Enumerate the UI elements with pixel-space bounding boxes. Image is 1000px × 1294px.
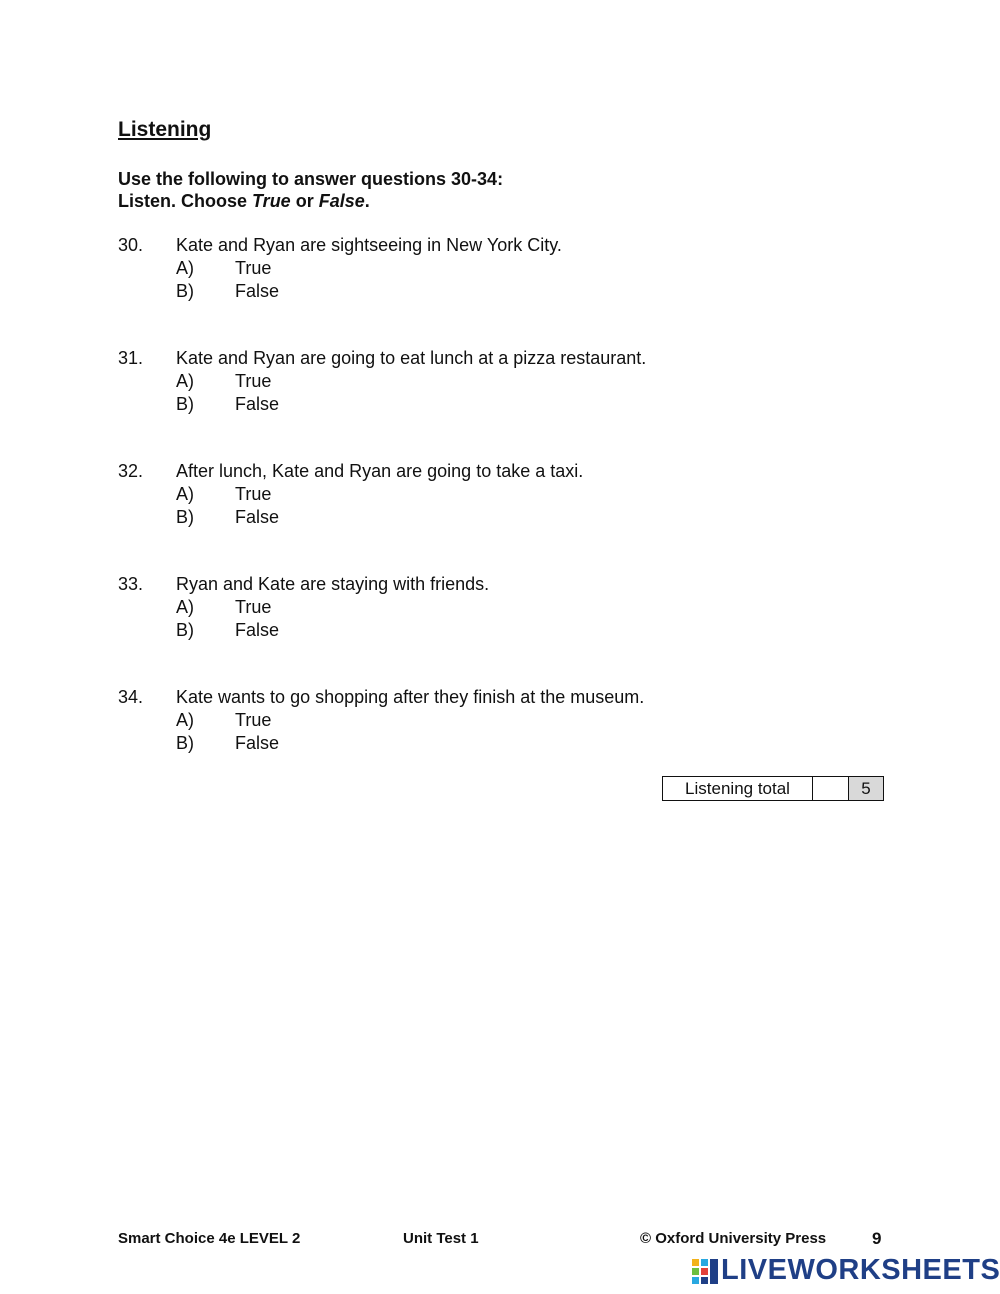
- option-letter: B): [176, 733, 194, 753]
- listening-total-box: [662, 776, 884, 801]
- option-letter: A): [176, 258, 194, 278]
- option-b[interactable]: [118, 506, 878, 529]
- option-letter: A): [176, 484, 194, 504]
- option-text: False: [235, 394, 280, 414]
- instruction-true: True: [252, 191, 291, 211]
- option-letter: A): [176, 371, 194, 391]
- instruction-line-2: [118, 190, 503, 212]
- option-a[interactable]: [118, 709, 878, 732]
- option-text: True: [235, 258, 272, 278]
- question-number: 32.: [118, 461, 144, 481]
- option-letter: B): [176, 281, 194, 301]
- option-text: False: [235, 620, 280, 640]
- option-a[interactable]: [118, 257, 878, 280]
- instruction-prefix: Listen. Choose: [118, 191, 253, 211]
- option-text: False: [235, 507, 280, 527]
- question-text: Kate and Ryan are going to eat lunch at a pizza restaurant.: [176, 348, 647, 368]
- option-letter: B): [176, 620, 194, 640]
- option-a[interactable]: [118, 483, 878, 506]
- section-title: Listening: [118, 118, 212, 141]
- instruction-end: .: [364, 191, 370, 211]
- question-number: 34.: [118, 687, 144, 707]
- brand-name: LIVEWORKSHEETS: [721, 1254, 1000, 1286]
- option-letter: B): [176, 507, 194, 527]
- option-letter: A): [176, 597, 194, 617]
- footer-unit: Unit Test 1: [403, 1230, 479, 1247]
- option-b[interactable]: [118, 619, 878, 642]
- total-max-score: 5: [849, 777, 883, 800]
- question-34: [118, 686, 878, 755]
- question-30: [118, 234, 878, 303]
- option-letter: A): [176, 710, 194, 730]
- option-text: False: [235, 733, 280, 753]
- option-a[interactable]: [118, 596, 878, 619]
- question-number: 31.: [118, 348, 144, 368]
- option-text: False: [235, 281, 280, 301]
- question-number: 30.: [118, 235, 144, 255]
- footer-book-title: Smart Choice 4e LEVEL 2: [118, 1230, 301, 1247]
- liveworksheets-brand: [691, 1254, 1000, 1287]
- footer-copyright: © Oxford University Press: [640, 1230, 827, 1247]
- question-text: Ryan and Kate are staying with friends.: [176, 574, 490, 594]
- page-number: 9: [872, 1229, 882, 1248]
- total-label: Listening total: [663, 777, 813, 800]
- option-text: True: [235, 484, 272, 504]
- question-number: 33.: [118, 574, 144, 594]
- option-b[interactable]: [118, 393, 878, 416]
- instruction-or: or: [290, 191, 319, 211]
- question-text: After lunch, Kate and Ryan are going to take a taxi.: [176, 461, 584, 481]
- total-score-input[interactable]: [813, 777, 849, 800]
- option-text: True: [235, 710, 272, 730]
- option-text: True: [235, 597, 272, 617]
- instruction-false: False: [318, 191, 365, 211]
- option-b[interactable]: [118, 280, 878, 303]
- option-letter: B): [176, 394, 194, 414]
- instructions: [118, 168, 503, 212]
- option-a[interactable]: [118, 370, 878, 393]
- question-32: [118, 460, 878, 529]
- liveworksheets-logo-icon: [691, 1257, 719, 1285]
- instruction-line-1: Use the following to answer questions 30-34:: [118, 169, 504, 189]
- question-text: Kate wants to go shopping after they finish at the museum.: [176, 687, 645, 707]
- question-31: [118, 347, 878, 416]
- question-text: Kate and Ryan are sightseeing in New York City.: [176, 235, 562, 255]
- question-33: [118, 573, 878, 642]
- option-text: True: [235, 371, 272, 391]
- option-b[interactable]: [118, 732, 878, 755]
